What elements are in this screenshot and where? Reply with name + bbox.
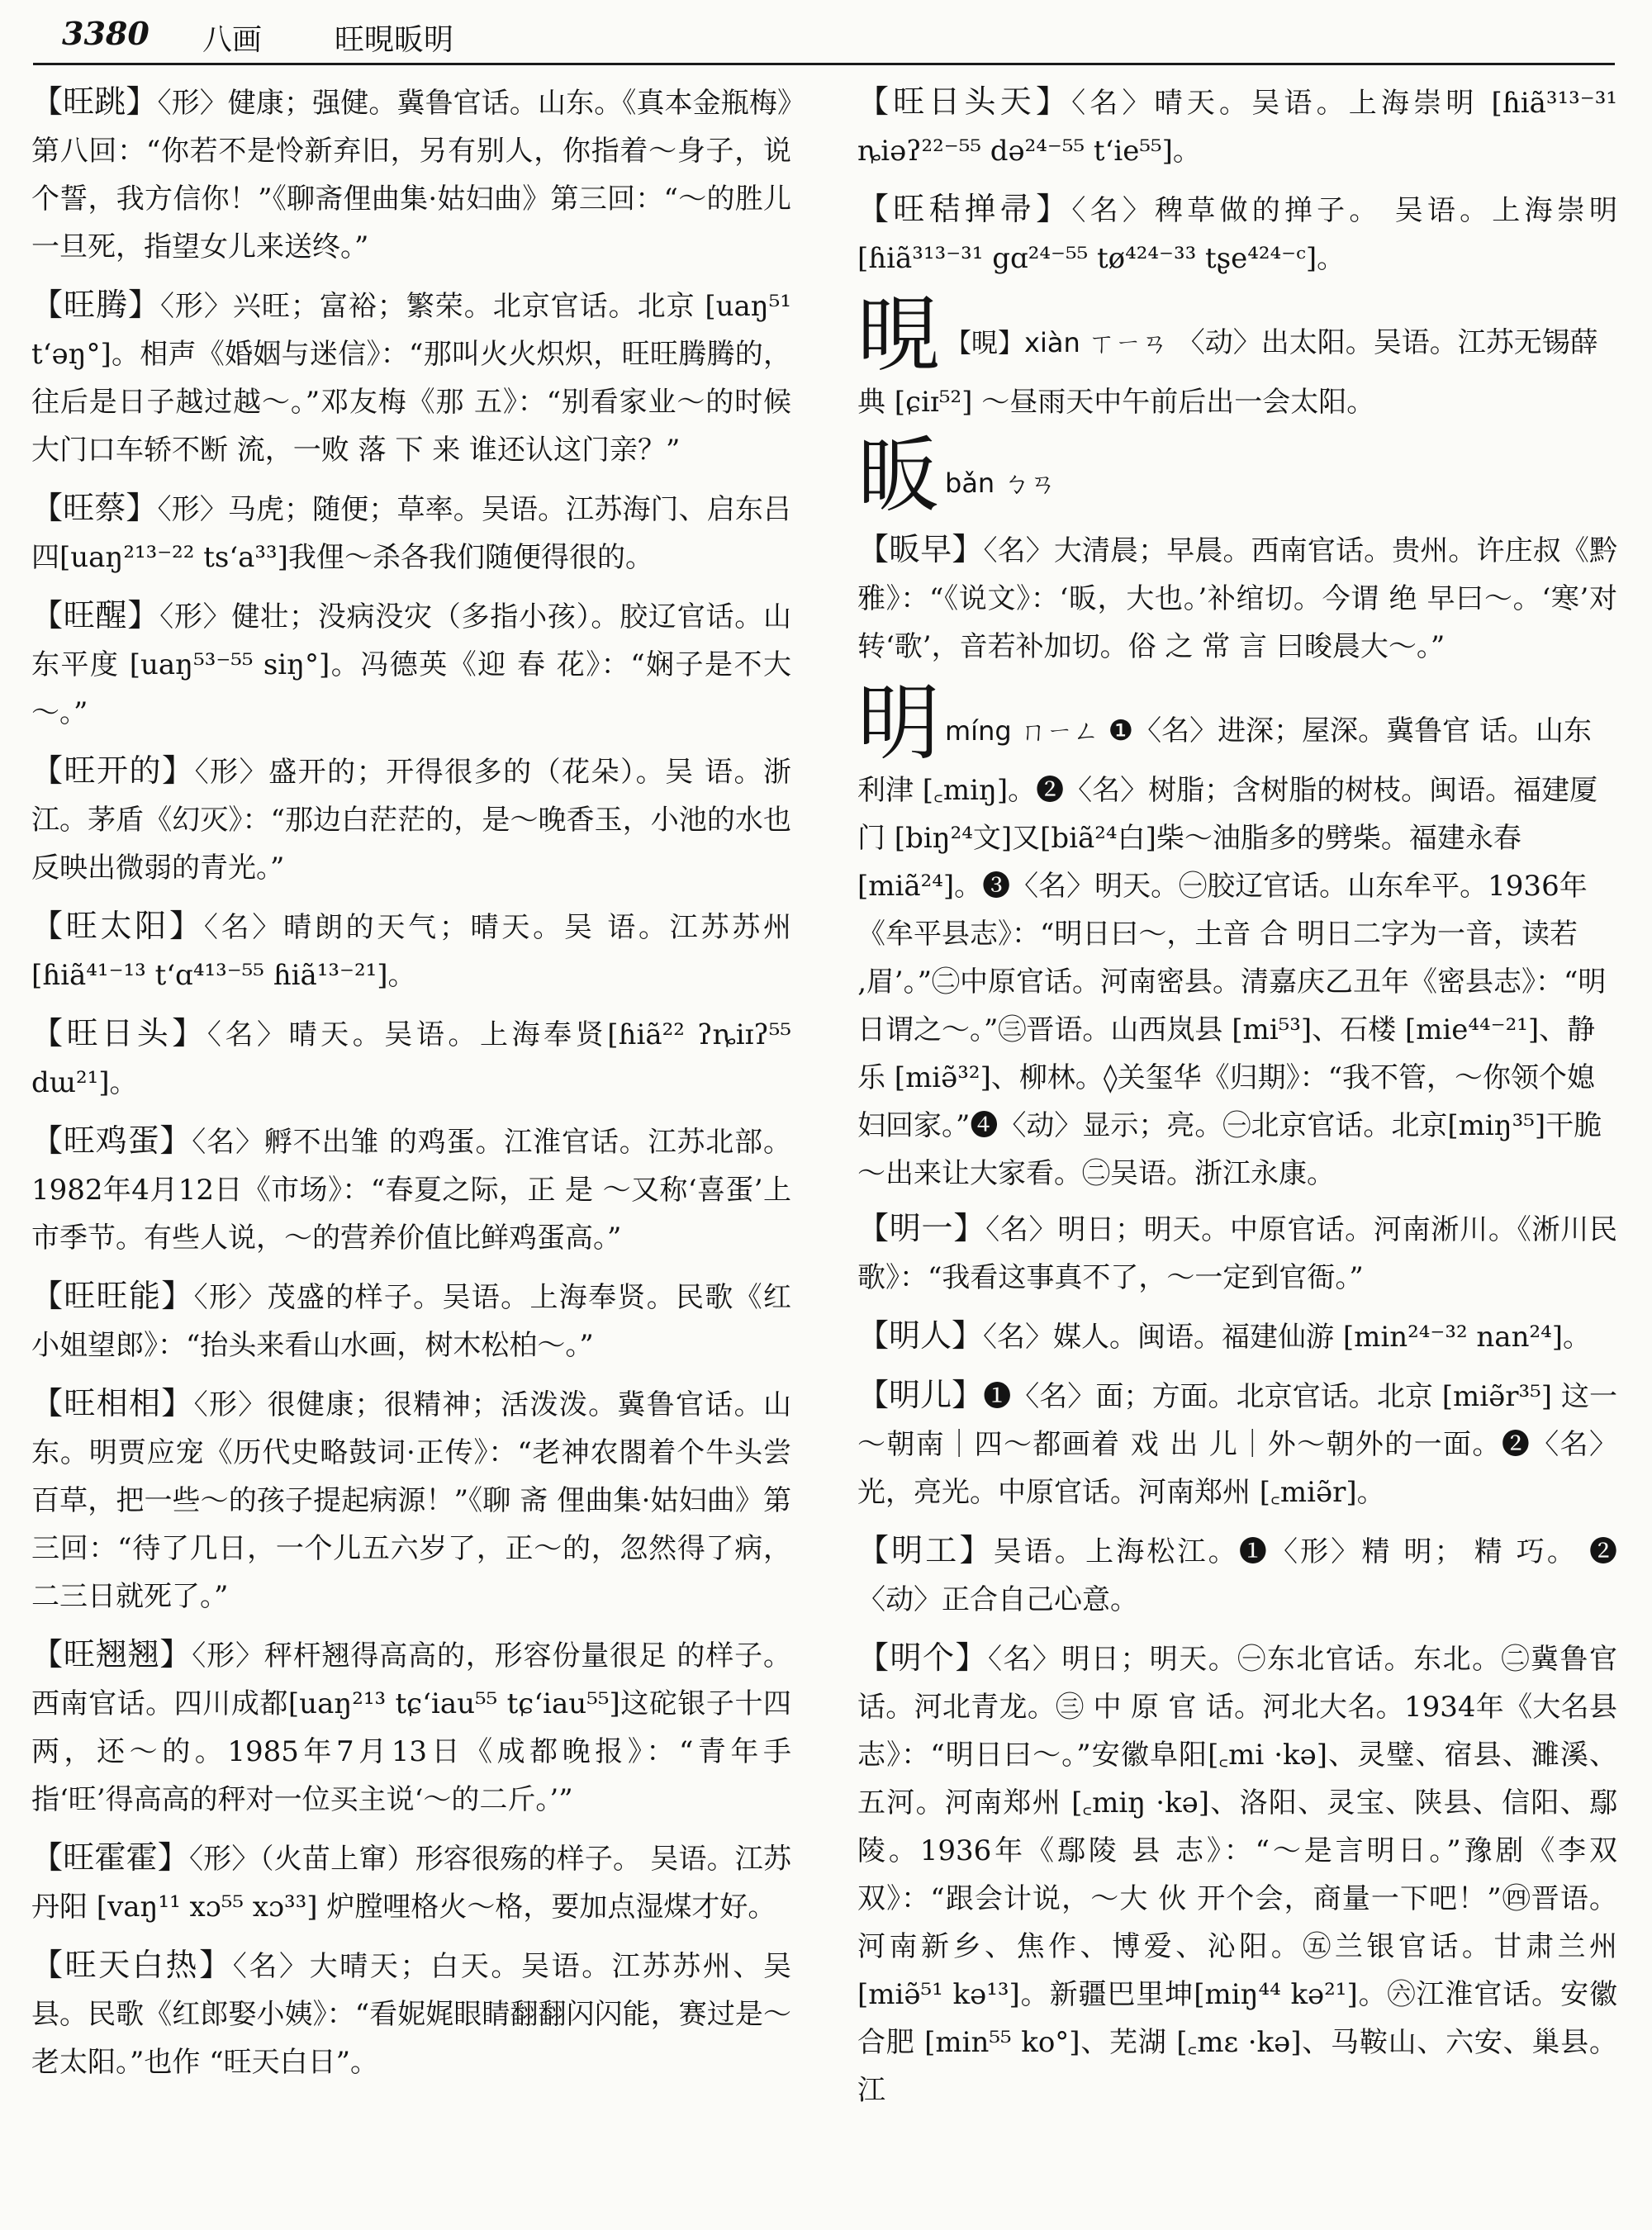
headword-text: 明人: [889, 1317, 952, 1354]
entry-headword: [31, 1839, 189, 1876]
entry-definition: 〈形〉很健康；很精神；活泼泼。冀鲁官话。山东。明贾应宠《历代史略鼓词·正传》：“老神农閤着个牛头尝百草，把一些～的孩子提起病源！”《聊 斋 俚曲集·姑妇曲》第三回：“待了几日，一个儿五六岁了，正～的，忽然得了病，二三日就死了。”: [31, 1388, 791, 1613]
dictionary-entry: [857, 1526, 1617, 1624]
entry-headword: [31, 1015, 207, 1051]
dictionary-entry: [857, 525, 1617, 671]
entry-headword: [857, 1210, 985, 1246]
headword-bracket-close: 】: [161, 1385, 194, 1421]
entry-headword: [31, 490, 157, 526]
headword-bracket-close: 】: [161, 1278, 194, 1314]
headword-bracket-open: 【: [31, 287, 64, 323]
page-number: 3380: [62, 15, 150, 52]
dictionary-entry: [31, 1272, 791, 1369]
entry-definition: 〈形〉盛开的；开得很多的（花朵）。吴 语。浙江。茅盾《幻灭》：“那边白茫茫的，是～晚香玉，小池的水也反映出微弱的青光。”: [31, 756, 791, 885]
dictionary-entry: [857, 1371, 1617, 1516]
character-entry: [857, 287, 1617, 426]
right-column: [857, 78, 1617, 2124]
headword-bracket-open: 【: [31, 1385, 64, 1421]
headword-text: 旺太阳: [65, 908, 170, 944]
entry-headword: [857, 1317, 983, 1354]
headword-bracket-close: 】: [953, 1210, 986, 1246]
headword-text: 旺旺能: [64, 1278, 162, 1314]
headword-bracket-close: 】: [127, 287, 160, 323]
header-rule: [33, 63, 1615, 65]
entry-headword: [31, 908, 204, 944]
entry-headword: [857, 1639, 988, 1676]
entry-definition: 〈形〉兴旺；富裕；繁荣。北京官话。北京 [uaŋ⁵¹ t‘əŋ°]。相声《婚姻与迷信》：“那叫火火炽炽，旺旺腾腾的，往后是日子越过越～。”邓友梅《那 五》：“别看家业～的时候大门口车轿不断 流，一败 落 下 来 谁还认这门亲？”: [31, 290, 791, 467]
headword-bracket-open: 【: [857, 1532, 892, 1568]
headword-bracket-open: 【: [857, 1317, 890, 1354]
entry-headword: [31, 83, 157, 120]
character-pinyin: 【晛】xiàn ㄒㄧㄢ: [945, 327, 1168, 358]
entry-definition: 〈形〉秤杆翘得高高的，形容份量很足 的样子。西南官话。四川成都[uaŋ²¹³ tɕ‘iau⁵⁵ tɕ‘iau⁵⁵]这砣银子十四两，还～的。1985年7月13日《成都晚报》：“青年手指‘旺’得高高的秤对一位买主说‘～的二斤。’”: [31, 1639, 791, 1816]
character-pinyin: bǎn ㄅㄢ: [945, 467, 1056, 499]
entry-definition: 〈形〉茂盛的样子。吴语。上海奉贤。民歌《红小姐望郎》：“抬头来看山水画，树木松柏～。”: [31, 1281, 791, 1362]
headword-bracket-open: 【: [31, 597, 64, 633]
head-character: 昄: [857, 427, 940, 524]
entry-definition: 〈名〉大晴天；白天。吴语。江苏苏州、吴县。民歌《红郎娶小姨》：“看妮娓眼睛翻翻闪闪能，赛过是～老太阳。”也作 “旺天白日”。: [31, 1950, 791, 2079]
entry-headword: [31, 1385, 194, 1421]
headword-bracket-close: 】: [159, 1122, 192, 1159]
left-column: [31, 78, 791, 2096]
entry-definition: 吴语。上海松江。❶〈形〉精 明； 精 巧。 ❷〈动〉正合自己心意。: [857, 1535, 1617, 1616]
headword-bracket-open: 【: [31, 1839, 64, 1876]
entry-definition: 〈名〉晴天。吴语。上海奉贤[ɦiã²² ʔȵiɪʔ⁵⁵ dɯ²¹]。: [31, 1018, 791, 1099]
headword-text: 旺鸡蛋: [63, 1122, 160, 1159]
headword-bracket-close: 】: [157, 1839, 189, 1876]
entry-headword: [31, 1636, 192, 1672]
dictionary-entry: [31, 78, 791, 271]
dictionary-entry: [31, 1009, 791, 1107]
headword-text: 旺开的: [64, 752, 163, 789]
dictionary-entry: [31, 902, 791, 999]
entry-definition: 〈名〉晴天。吴语。上海崇明 [ɦiã³¹³⁻³¹ ȵiəʔ²²⁻⁵⁵ də²⁴⁻⁵⁵ t‘ie⁵⁵]。: [857, 87, 1617, 168]
entry-headword: [31, 752, 195, 789]
headword-text: 明个: [890, 1639, 956, 1676]
entry-definition: 〈名〉媒人。闽语。福建仙游 [min²⁴⁻³² nan²⁴]。: [983, 1321, 1591, 1354]
headword-text: 明工: [891, 1532, 960, 1568]
headword-bracket-close: 】: [1035, 83, 1072, 120]
headword-bracket-open: 【: [31, 1636, 64, 1672]
headword-text: 旺腾: [63, 287, 128, 323]
headword-bracket-close: 】: [126, 83, 158, 120]
character-definition: ❶〈名〉进深；屋深。冀鲁官 话。山东利津 [꜀miŋ]。❷〈名〉树脂；含树脂的树枝。闽语。福建厦门 [biŋ²⁴文]又[biã²⁴白]柴～油脂多的劈柴。福建永春 [miã²⁴]。❸〈名〉明天。㊀胶辽官话。山东牟平。1936年《牟平县志》：“明日曰～，土音 合 明日二字为一音，读若‚眉’。”㊁中原官话。河南密县。清嘉庆乙丑年《密县志》：“明日谓之～。”㊂晋语。山西岚县 [mi⁵³]、石楼 [mie⁴⁴⁻²¹]、静乐 [miə̃³²]、柳林。◊关玺华《归期》：“我不管，～你领个媳妇回家。”❹〈动〉显示；亮。㊀北京官话。北京[miŋ³⁵]干脆～出来让大家看。㊁吴语。浙江永康。: [857, 714, 1607, 1190]
headword-bracket-open: 【: [857, 1210, 890, 1246]
headword-text: 旺跳: [63, 83, 126, 120]
head-character: 明: [857, 675, 940, 771]
headword-text: 旺日头: [66, 1015, 173, 1051]
headword-bracket-open: 【: [857, 1377, 890, 1413]
dictionary-entry: [31, 484, 791, 581]
dictionary-entry: [31, 1630, 791, 1824]
dictionary-entry: [31, 591, 791, 737]
headword-bracket-close: 】: [952, 531, 984, 567]
headword-bracket-close: 】: [172, 1015, 207, 1051]
headword-bracket-close: 】: [1036, 191, 1072, 227]
head-character: 晛: [857, 287, 940, 383]
headword-text: 明一: [889, 1210, 954, 1246]
dictionary-entry: [857, 1634, 1617, 2114]
dictionary-entry: [857, 78, 1617, 175]
headword-bracket-close: 】: [199, 1947, 233, 1983]
headword-text: 旺秸掸帚: [893, 191, 1037, 227]
headword-text: 旺醒: [63, 597, 128, 633]
dictionary-entry: [31, 281, 791, 474]
entry-definition: 〈名〉明日；明天。㊀东北官话。东北。㊁冀鲁官话。河北青龙。㊂ 中 原 官 话。河北大名。1934年《大名县志》：“明日曰～。”安徽阜阳[꜀mi ·kə]、灵璧、宿县、濉溪、五河。河南郑州 [꜀miŋ ·kə]、洛阳、灵宝、陕县、信阳、鄢陵。1936年《鄢陵 县 志》：“～是言明日。”豫剧《李双双》：“跟会计说，～大 伙 开个会，商量一下吧！”㊃晋语。河南新乡、焦作、博爱、沁阳。㊄兰银官话。甘肃兰州 [miə̃⁵¹ kə¹³]。新疆巴里坤[miŋ⁴⁴ kə²¹]。㊅江淮官话。安徽合肥 [min⁵⁵ ko°]、芜湖 [꜀mɛ ·kə]、马鞍山、六安、巢县。江: [857, 1643, 1617, 2107]
headword-bracket-open: 【: [31, 1947, 65, 1983]
entry-headword: [857, 531, 983, 567]
headword-text: 旺相相: [64, 1385, 162, 1421]
entry-definition: 〈名〉晴朗的天气；晴天。吴 语。江苏苏州 [ɦiã⁴¹⁻¹³ t‘ɑ⁴¹³⁻⁵⁵ ɦiã¹³⁻²¹]。: [31, 911, 791, 992]
character-entry: [857, 675, 1617, 1198]
entry-headword: [31, 287, 160, 323]
section-label: 八画: [202, 23, 263, 57]
headword-bracket-open: 【: [857, 83, 894, 120]
headword-bracket-close: 】: [127, 597, 160, 633]
entry-definition: 〈形〉健壮；没病没灾（多指小孩）。胶辽官话。山东平度 [uaŋ⁵³⁻⁵⁵ siŋ°]。冯德英《迎 春 花》：“娴子是不大～。”: [31, 600, 791, 729]
character-pinyin: míng ㄇㄧㄥ: [945, 715, 1099, 747]
dictionary-entry: [857, 1312, 1617, 1361]
headword-bracket-open: 【: [31, 1278, 64, 1314]
headword-bracket-open: 【: [31, 908, 66, 944]
entry-definition: 〈形〉马虎；随便；草率。吴语。江苏海门、启东吕四[uaŋ²¹³⁻²² ts‘a³³]我俚～杀各我们随便得很的。: [31, 493, 791, 574]
dictionary-entry: [857, 1204, 1617, 1302]
headword-text: 旺天白热: [64, 1947, 200, 1983]
entry-headword: [31, 1947, 233, 1983]
headword-bracket-close: 】: [162, 752, 195, 789]
headword-bracket-close: 】: [159, 1636, 192, 1672]
entry-headword: [31, 1278, 194, 1314]
page-keywords: 旺晛昄明: [335, 23, 454, 57]
headword-bracket-close: 】: [169, 908, 204, 944]
headword-text: 明儿: [889, 1377, 952, 1413]
dictionary-entry: [31, 747, 791, 892]
entry-headword: [857, 191, 1071, 227]
entry-definition: 〈名〉孵不出雏 的鸡蛋。江淮官话。江苏北部。1982年4月12日《市场》：“春夏之际，正 是 ～又称‘喜蛋’上市季节。有些人说，～的营养价值比鲜鸡蛋高。”: [31, 1126, 791, 1255]
dictionary-entry: [31, 1941, 791, 2086]
dictionary-entry: [857, 185, 1617, 282]
entry-definition: 〈形〉（火苗上窜）形容很殇的样子。 吴语。江苏丹阳 [vaŋ¹¹ xɔ⁵⁵ xɔ³³] 炉膛哩格火～格，要加点湿煤才好。: [31, 1843, 791, 1924]
entry-definition: 〈名〉明日；明天。中原官话。河南淅川。《淅川民歌》：“我看这事真不了，～一定到官衙。”: [857, 1213, 1617, 1294]
entry-headword: [31, 1122, 192, 1159]
dictionary-entry: [31, 1117, 791, 1262]
headword-text: 昄早: [889, 531, 952, 567]
entry-definition: 〈名〉大清晨；早晨。西南官话。贵州。许庄叔《黔雅》：“《说文》：‘昄，大也。’补绾切。今谓 绝 早曰～。‘寒’对转‘歌’，音若补加切。俗 之 常 言 曰晙晨大～。”: [857, 534, 1617, 663]
entry-definition: 〈名〉稗草做的掸子。 吴语。上海崇明 [ɦiã³¹³⁻³¹ gɑ²⁴⁻⁵⁵ tø⁴²⁴⁻³³ tʂe⁴²⁴⁻ᶜ]。: [857, 194, 1617, 275]
entry-headword: [31, 597, 159, 633]
headword-bracket-open: 【: [31, 83, 64, 120]
headword-bracket-open: 【: [31, 1015, 67, 1051]
dictionary-entry: [31, 1834, 791, 1931]
page-header: [62, 15, 1615, 63]
headword-text: 旺霍霍: [63, 1839, 158, 1876]
headword-bracket-open: 【: [31, 1122, 64, 1159]
character-entry: [857, 427, 1617, 524]
headword-text: 旺蔡: [63, 490, 126, 526]
headword-text: 旺日头天: [893, 83, 1036, 120]
entry-headword: [857, 1532, 994, 1568]
headword-bracket-open: 【: [857, 531, 890, 567]
headword-bracket-close: 】: [126, 490, 158, 526]
entry-headword: [857, 1377, 983, 1413]
character-definition: 〈动〉出太阳。吴语。江苏无锡薛典 [ɕiɪ⁵²] ～昼雨天中午前后出一会太阳。: [857, 326, 1598, 419]
headword-bracket-close: 】: [959, 1532, 994, 1568]
headword-bracket-open: 【: [857, 1639, 890, 1676]
headword-bracket-close: 】: [952, 1377, 984, 1413]
headword-bracket-open: 【: [857, 191, 894, 227]
entry-headword: [857, 83, 1071, 120]
headword-text: 旺翘翘: [63, 1636, 160, 1672]
dictionary-entry: [31, 1379, 791, 1620]
headword-bracket-close: 】: [955, 1639, 988, 1676]
headword-bracket-open: 【: [31, 490, 64, 526]
headword-bracket-close: 】: [952, 1317, 984, 1354]
entry-definition: 〈形〉健康；强健。冀鲁官话。山东。《真本金瓶梅》第八回：“你若不是怜新弃旧，另有别人，你指着～身子，说个誓，我方信你！”《聊斋俚曲集·姑妇曲》第三回：“～的胜儿一旦死，指望女儿来送终。”: [31, 87, 791, 263]
headword-bracket-open: 【: [31, 752, 64, 789]
entry-definition: ❶〈名〉面；方面。北京官话。北京 [miə̃r³⁵] 这一～朝南｜四～都画着 戏 出 儿｜外～朝外的一面。❷〈名〉光，亮光。中原官话。河南郑州 [꜀miə̃r]。: [857, 1380, 1617, 1509]
